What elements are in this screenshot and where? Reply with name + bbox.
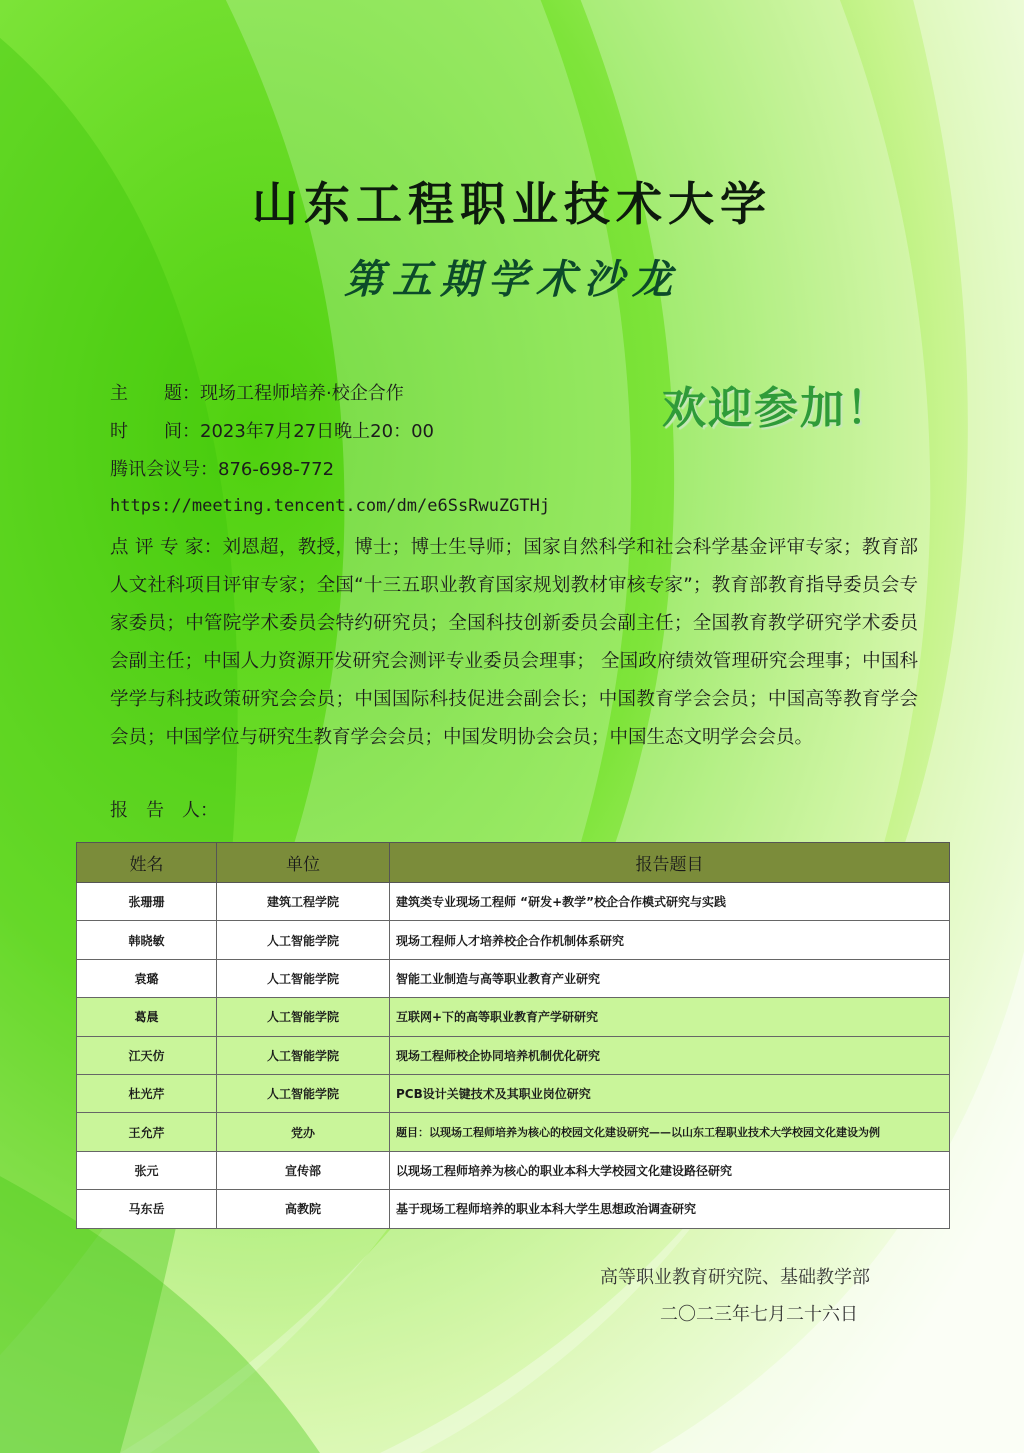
cell-name: 张珊珊 (77, 883, 217, 921)
table-row (77, 1151, 950, 1189)
cell-title: 现场工程师人才培养校企合作机制体系研究 (390, 921, 950, 959)
cell-unit: 高教院 (217, 1190, 390, 1228)
header-name: 姓名 (77, 843, 217, 883)
meeting-id: 876-698-772 (218, 459, 335, 480)
footer-date: 二〇二三年七月二十六日 (660, 1304, 858, 1325)
cell-title: 智能工业制造与高等职业教育产业研究 (390, 959, 950, 997)
time-line (110, 418, 434, 445)
time-value: 2023年7月27日晚上20：00 (200, 421, 434, 442)
cell-title: 题目：以现场工程师培养为核心的校园文化建设研究——以山东工程职业技术大学校园文化建设为例 (390, 1113, 950, 1151)
cell-title: PCB设计关键技术及其职业岗位研究 (390, 1074, 950, 1112)
table-row (77, 1113, 950, 1151)
header-unit: 单位 (217, 843, 390, 883)
cell-unit: 党办 (217, 1113, 390, 1151)
topic-label: 主 题： (110, 383, 200, 404)
cell-unit: 人工智能学院 (217, 1036, 390, 1074)
meeting-url[interactable]: https://meeting.tencent.com/dm/e6SsRwuZGTHj (110, 496, 551, 516)
cell-unit: 人工智能学院 (217, 998, 390, 1036)
cell-title: 以现场工程师培养为核心的职业本科大学校园文化建设路径研究 (390, 1151, 950, 1189)
cell-title: 基于现场工程师培养的职业本科大学生思想政治调查研究 (390, 1190, 950, 1228)
cell-title: 建筑类专业现场工程师 “研发+教学”校企合作模式研究与实践 (390, 883, 950, 921)
table-row (77, 959, 950, 997)
cell-unit: 建筑工程学院 (217, 883, 390, 921)
report-table (76, 842, 950, 1229)
table-row (77, 998, 950, 1036)
cell-name: 王允芹 (77, 1113, 217, 1151)
university-title: 山东工程职业技术大学 (252, 177, 772, 231)
cell-name: 江天仿 (77, 1036, 217, 1074)
cell-title: 互联网+下的高等职业教育产学研研究 (390, 998, 950, 1036)
cell-unit: 人工智能学院 (217, 959, 390, 997)
expert-label: 点 评 专 家： (110, 537, 223, 558)
cell-title: 现场工程师校企协同培养机制优化研究 (390, 1036, 950, 1074)
cell-name: 袁璐 (77, 959, 217, 997)
expert-text: 刘恩超，教授，博士；博士生导师；国家自然科学和社会科学基金评审专家；教育部人文社科项目评审专家；全国“十三五职业教育国家规划教材审核专家”；教育部教育指导委员会专家委员；中管院学术委员会特约研究员；全国科技创新委员会副主任；全国教育教学研究学术委员会副主任；中国人力资源开发研究会测评专业委员会理事； 全国政府绩效管理研究会理事；中国科学学与科技政策研究会会员；中国国际科技促进会副会长；中国教育学会会员；中国高等教育学会会员；中国学位与研究生教育学会会员；中国发明协会会员；中国生态文明学会会员。 (110, 537, 918, 748)
cell-name: 葛晨 (77, 998, 217, 1036)
cell-name: 张元 (77, 1151, 217, 1189)
cell-name: 马东岳 (77, 1190, 217, 1228)
cell-unit: 人工智能学院 (217, 921, 390, 959)
meeting-label: 腾讯会议号： (110, 459, 218, 480)
topic-line (110, 380, 404, 407)
event-subtitle: 第五期学术沙龙 (344, 256, 680, 303)
cell-name: 韩晓敏 (77, 921, 217, 959)
cell-name: 杜光芹 (77, 1074, 217, 1112)
cell-unit: 宣传部 (217, 1151, 390, 1189)
topic-value: 现场工程师培养·校企合作 (200, 383, 404, 404)
table-row (77, 1036, 950, 1074)
time-label: 时 间： (110, 421, 200, 442)
welcome-text: 欢迎参加！ (662, 383, 892, 434)
reporters-label: 报 告 人： (110, 800, 218, 821)
table-row (77, 921, 950, 959)
table-row (77, 1074, 950, 1112)
header-title: 报告题目 (390, 843, 950, 883)
footer-organization: 高等职业教育研究院、基础教学部 (600, 1267, 870, 1288)
cell-unit: 人工智能学院 (217, 1074, 390, 1112)
table-row (77, 883, 950, 921)
table-row (77, 1190, 950, 1228)
meeting-line (110, 456, 334, 483)
expert-paragraph (110, 529, 918, 757)
table-header-row (77, 843, 950, 883)
